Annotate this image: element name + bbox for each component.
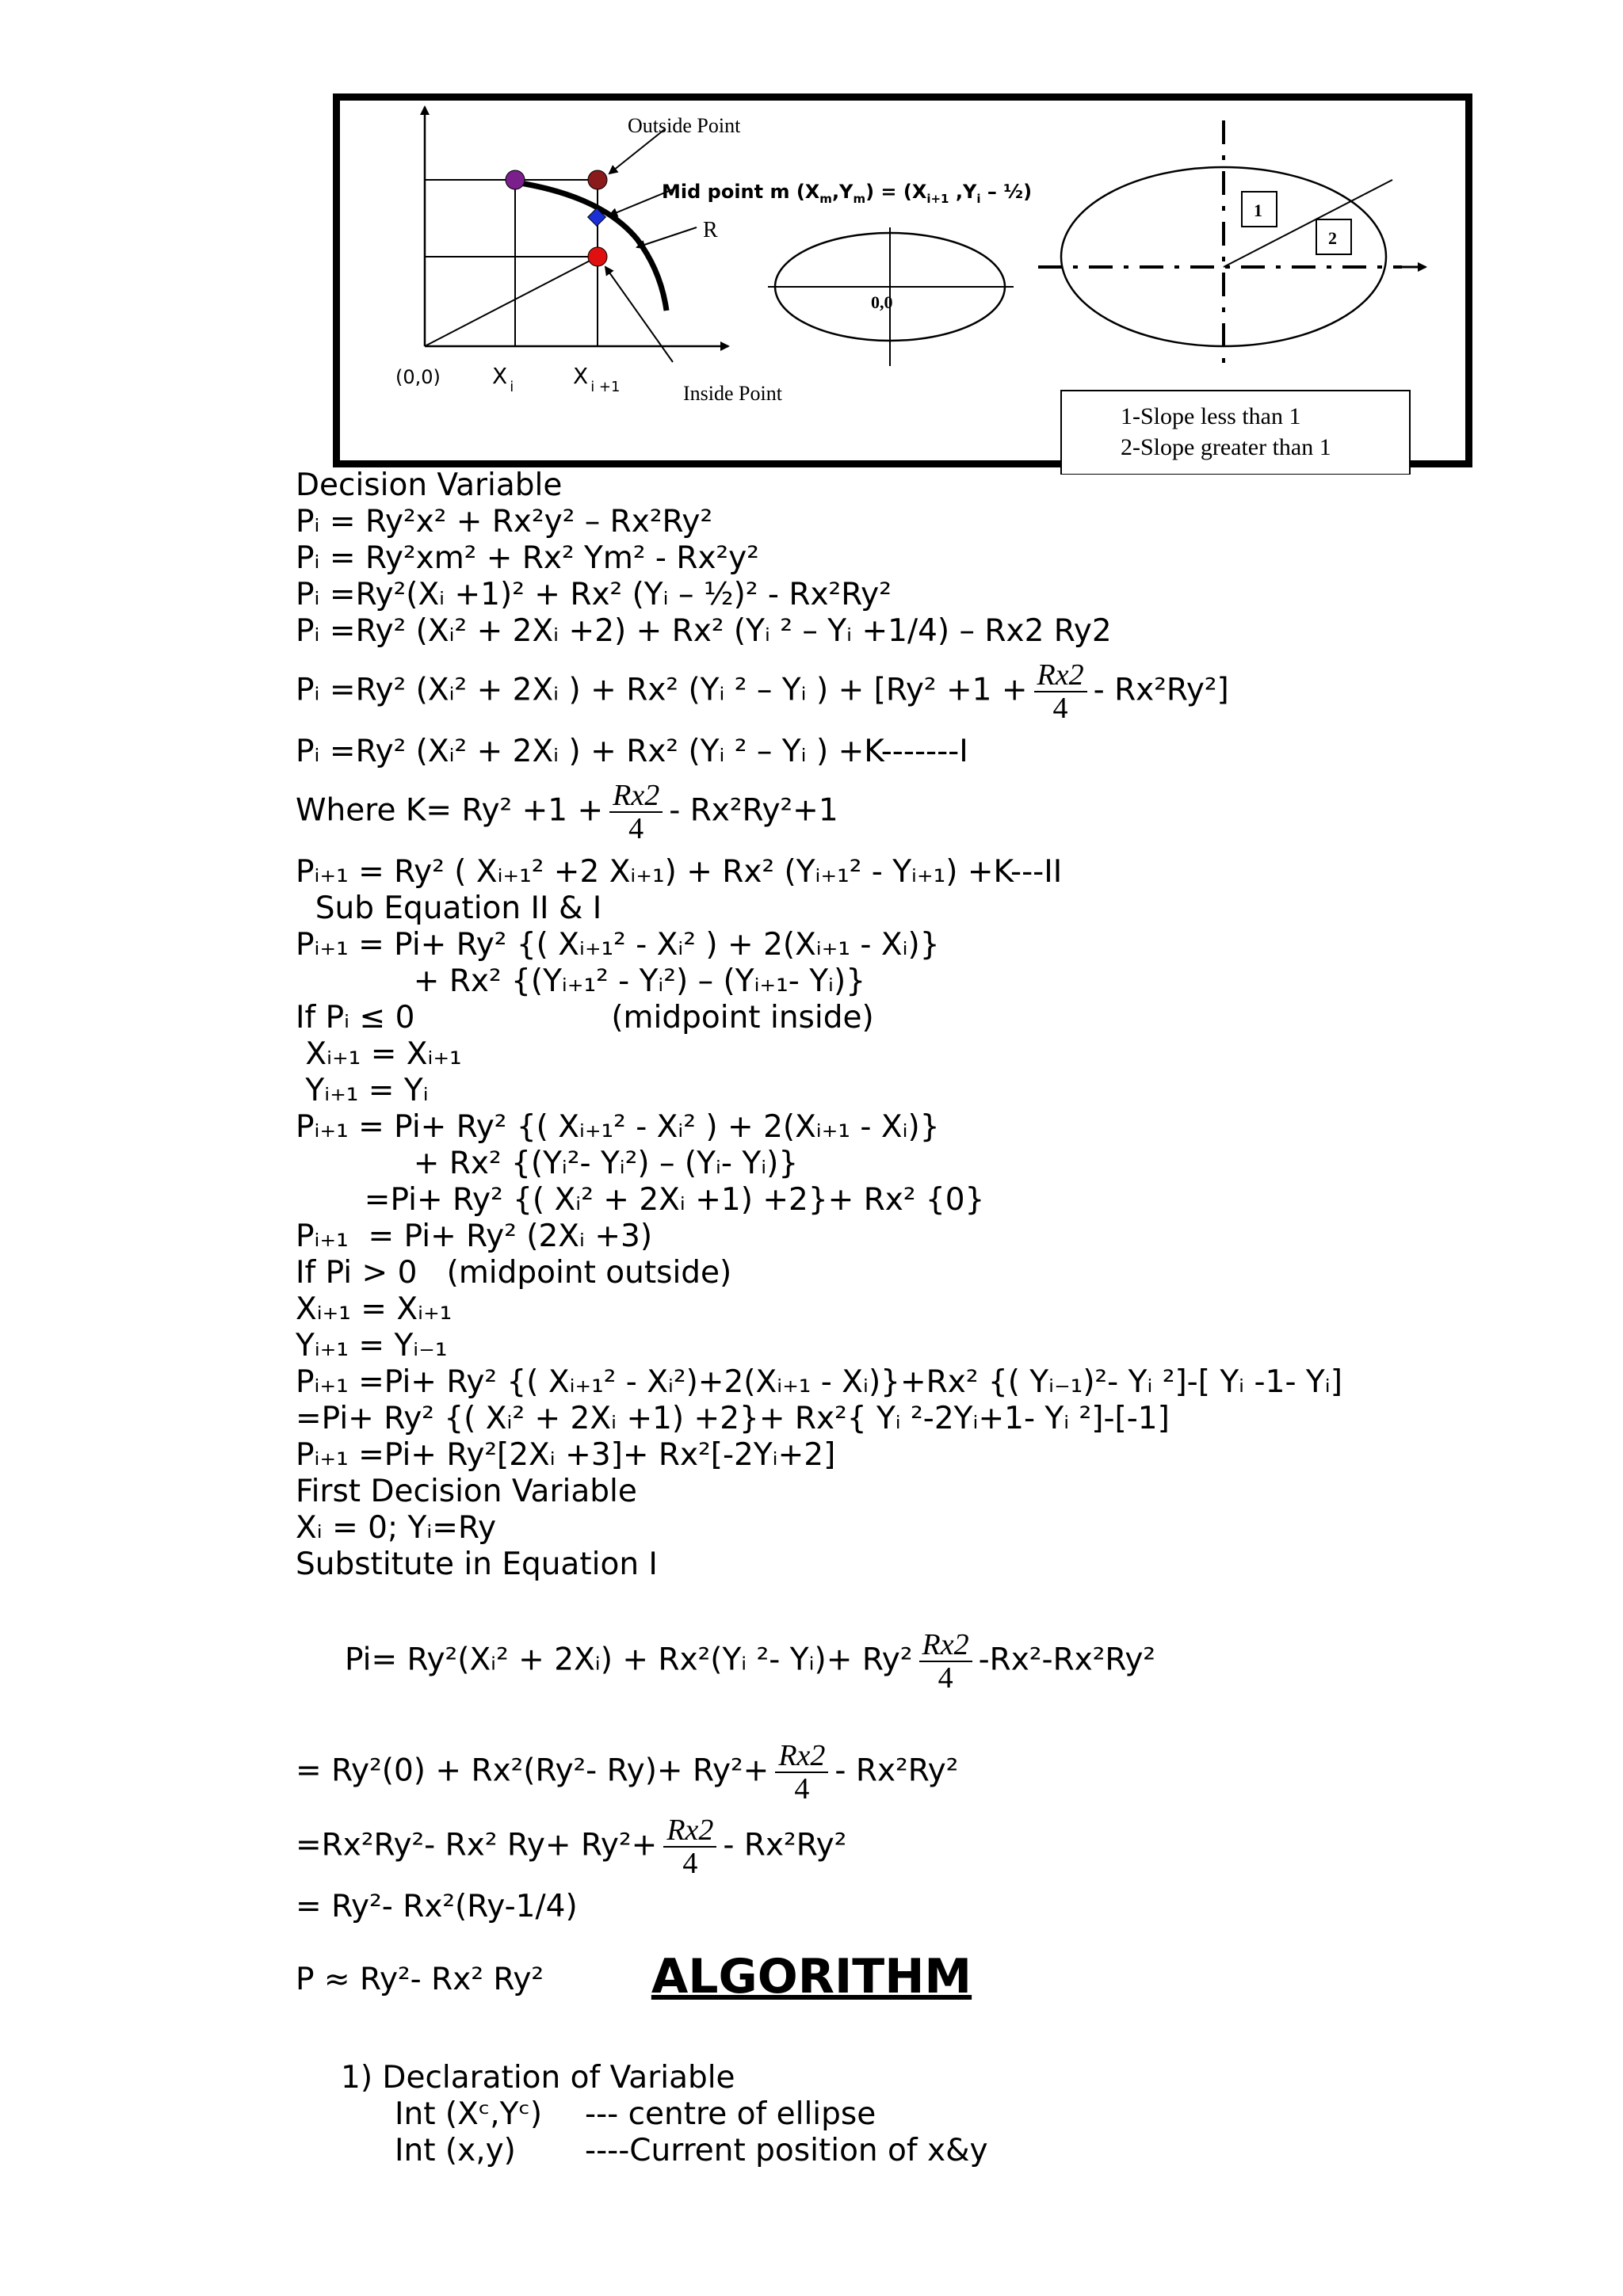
line-suffix: - Rx²Ry²: [834, 1753, 959, 1789]
fraction-numerator: Rx2: [1034, 659, 1087, 692]
substitution-line-3: = Ry²- Rx²(Ry-1/4): [296, 1889, 578, 1924]
k-definition-line: [296, 780, 1579, 845]
derivation-line: Pᵢ₊₁ =Pi+ Ry²[2Xᵢ +3]+ Rx²[-2Yᵢ+2]: [296, 1437, 836, 1473]
r-arrow: [637, 227, 697, 247]
slope-legend-line2: 2-Slope greater than 1: [1121, 434, 1331, 460]
region-1-label: 1: [1254, 200, 1262, 220]
left-panel-gridlines: [425, 180, 598, 346]
line-suffix: - Rx²Ry²: [723, 1827, 847, 1863]
derivation-line: If Pi > 0 (midpoint outside): [296, 1255, 732, 1291]
derivation-line: Sub Equation II & I: [296, 891, 602, 926]
variable-declaration: [341, 2133, 988, 2169]
line-prefix: Pi= Ry²(Xᵢ² + 2Xᵢ) + Rx²(Yᵢ ²- Yᵢ)+ Ry²: [334, 1642, 913, 1678]
origin-label: (0,0): [395, 366, 441, 388]
purple-point: [506, 170, 525, 189]
line-suffix: -Rx²-Rx²Ry²: [978, 1642, 1156, 1678]
variable-decl: Int (Xᶜ,Yᶜ): [395, 2096, 543, 2132]
right-ellipse-panel: [1038, 120, 1426, 475]
fraction-rx2-over-4: [919, 1629, 972, 1694]
outside-point-marker: [588, 170, 607, 189]
line-suffix: - Rx²Ry²]: [1093, 672, 1229, 708]
substitution-line-2: [296, 1814, 1579, 1879]
inside-point-arrow: [605, 267, 673, 362]
fraction-rx2-over-4: [663, 1814, 716, 1879]
fraction-numerator: Rx2: [919, 1629, 972, 1662]
derivation-line: Pᵢ = Ry²xm² + Rx² Ym² - Rx²y²: [296, 540, 759, 576]
derivation-line: + Rx² {(Yᵢ₊₁² - Yᵢ²) – (Yᵢ₊₁- Yᵢ)}: [296, 963, 866, 999]
figure-canvas: [340, 101, 1480, 475]
fraction-numerator: Rx2: [609, 780, 663, 813]
derivation-line: First Decision Variable: [296, 1474, 637, 1509]
outside-point-label: Outside Point: [628, 114, 741, 137]
derivation-line: =Pi+ Ry² {( Xᵢ² + 2Xᵢ +1) +2}+ Rx² {0}: [296, 1182, 985, 1218]
center-label: 0,0: [871, 292, 893, 312]
variable-desc: ----Current position of x&y: [585, 2133, 988, 2168]
middle-ellipse-panel: [768, 227, 1014, 366]
xi-axis-label: X $_i$: [492, 363, 514, 395]
ellipse-diagram-figure: [333, 93, 1472, 467]
fraction-rx2-over-4: [609, 780, 663, 845]
derivation-line: + Rx² {(Yᵢ²- Yᵢ²) – (Yᵢ- Yᵢ)}: [296, 1146, 799, 1181]
fraction-rx2-over-4: [775, 1740, 828, 1805]
derivation-line: Pᵢ =Ry² (Xᵢ² + 2Xᵢ +2) + Rx² (Yᵢ ² – Yᵢ +1/4) – Rx2 Ry2: [296, 613, 1112, 649]
inside-point-marker: [588, 247, 607, 266]
final-approximation: P ≈ Ry²- Rx² Ry²: [296, 1962, 544, 1997]
line-prefix: Where K= Ry² +1 +: [296, 792, 604, 829]
derivation-line: Pᵢ₊₁ = Pi+ Ry² {( Xᵢ₊₁² - Xᵢ² ) + 2(Xᵢ₊₁ - Xᵢ)}: [296, 927, 940, 963]
derivation-line: Xᵢ₊₁ = Xᵢ₊₁: [296, 1036, 462, 1072]
step-1-title: 1) Declaration of Variable: [341, 2060, 735, 2096]
xi1-axis-label: X $_{i +1}$: [573, 363, 621, 395]
derivation-line: Xᵢ₊₁ = Xᵢ₊₁: [296, 1291, 453, 1327]
line-suffix: - Rx²Ry²+1: [669, 792, 838, 829]
derivation-line: If Pᵢ ≤ 0 (midpoint inside): [296, 1000, 874, 1035]
r-label: R: [703, 218, 718, 242]
derivation-line: =Pi+ Ry² {( Xᵢ² + 2Xᵢ +1) +2}+ Rx²{ Yᵢ ²-2Yᵢ+1- Yᵢ ²]-[-1]: [296, 1401, 1170, 1436]
line-prefix: Pᵢ =Ry² (Xᵢ² + 2Xᵢ ) + Rx² (Yᵢ ² – Yᵢ ) + [Ry² +1 +: [296, 672, 1028, 708]
variable-desc: --- centre of ellipse: [585, 2096, 876, 2132]
left-panel-axes: [425, 107, 728, 346]
fraction-denominator: 4: [794, 1772, 810, 1806]
line-prefix: =Rx²Ry²- Rx² Ry+ Ry²+: [296, 1827, 658, 1863]
derivation-line: Xᵢ = 0; Yᵢ=Ry: [296, 1510, 497, 1546]
derivation-line: Pᵢ₊₁ = Pi+ Ry² (2Xᵢ +3): [296, 1219, 653, 1254]
derivation-line: Pᵢ =Ry²(Xᵢ +1)² + Rx² (Yᵢ – ½)² - Rx²Ry²: [296, 577, 892, 612]
fraction-rx2-over-4: [1034, 659, 1087, 724]
derivation-line: Pᵢ = Ry²x² + Rx²y² – Rx²Ry²: [296, 504, 713, 540]
derivation-line: Substitute in Equation I: [296, 1547, 658, 1582]
initial-pi-line: [296, 1592, 1579, 1730]
decision-variable-title: Decision Variable: [296, 467, 563, 503]
fraction-denominator: 4: [628, 812, 644, 845]
derivation-section: [296, 467, 1579, 1998]
derivation-line: Yᵢ₊₁ = Yᵢ₋₁: [296, 1328, 448, 1363]
derivation-line: Pᵢ₊₁ = Pi+ Ry² {( Xᵢ₊₁² - Xᵢ² ) + 2(Xᵢ₊₁ - Xᵢ)}: [296, 1109, 940, 1145]
fraction-numerator: Rx2: [663, 1814, 716, 1848]
derivation-fraction-line: [296, 659, 1579, 724]
variable-declaration: [341, 2096, 988, 2133]
variable-decl: Int (x,y): [395, 2133, 516, 2168]
equation-one: Pᵢ =Ry² (Xᵢ² + 2Xᵢ ) + Rx² (Yᵢ ² – Yᵢ ) +K-------I: [296, 734, 968, 769]
region-2-label: 2: [1328, 228, 1337, 248]
derivation-line: Pᵢ₊₁ =Pi+ Ry² {( Xᵢ₊₁² - Xᵢ²)+2(Xᵢ₊₁ - Xᵢ)}+Rx² {( Yᵢ₋₁)²- Yᵢ ²]-[ Yᵢ -1- Yᵢ]: [296, 1364, 1342, 1400]
inside-point-label: Inside Point: [683, 382, 782, 405]
fraction-denominator: 4: [682, 1847, 698, 1880]
fraction-denominator: 4: [1052, 692, 1068, 725]
derivation-line: Yᵢ₊₁ = Yᵢ: [296, 1073, 429, 1108]
substitution-line-1: [296, 1740, 1579, 1805]
derivation-line: Pᵢ₊₁ = Ry² ( Xᵢ₊₁² +2 Xᵢ₊₁) + Rx² (Yᵢ₊₁² - Yᵢ₊₁) +K---II: [296, 854, 1063, 890]
midpoint-label: Mid point m $(X_m,Y_m) = (X_{i+1}$ $,Y_i$ – ½): [662, 181, 1033, 206]
fraction-numerator: Rx2: [775, 1740, 828, 1773]
slope-legend-line1: 1-Slope less than 1: [1121, 403, 1301, 429]
algorithm-steps: [341, 2060, 988, 2169]
fraction-denominator: 4: [938, 1661, 953, 1695]
algorithm-heading: ALGORITHM: [651, 1949, 972, 2004]
line-prefix: = Ry²(0) + Rx²(Ry²- Ry)+ Ry²+: [296, 1753, 769, 1789]
